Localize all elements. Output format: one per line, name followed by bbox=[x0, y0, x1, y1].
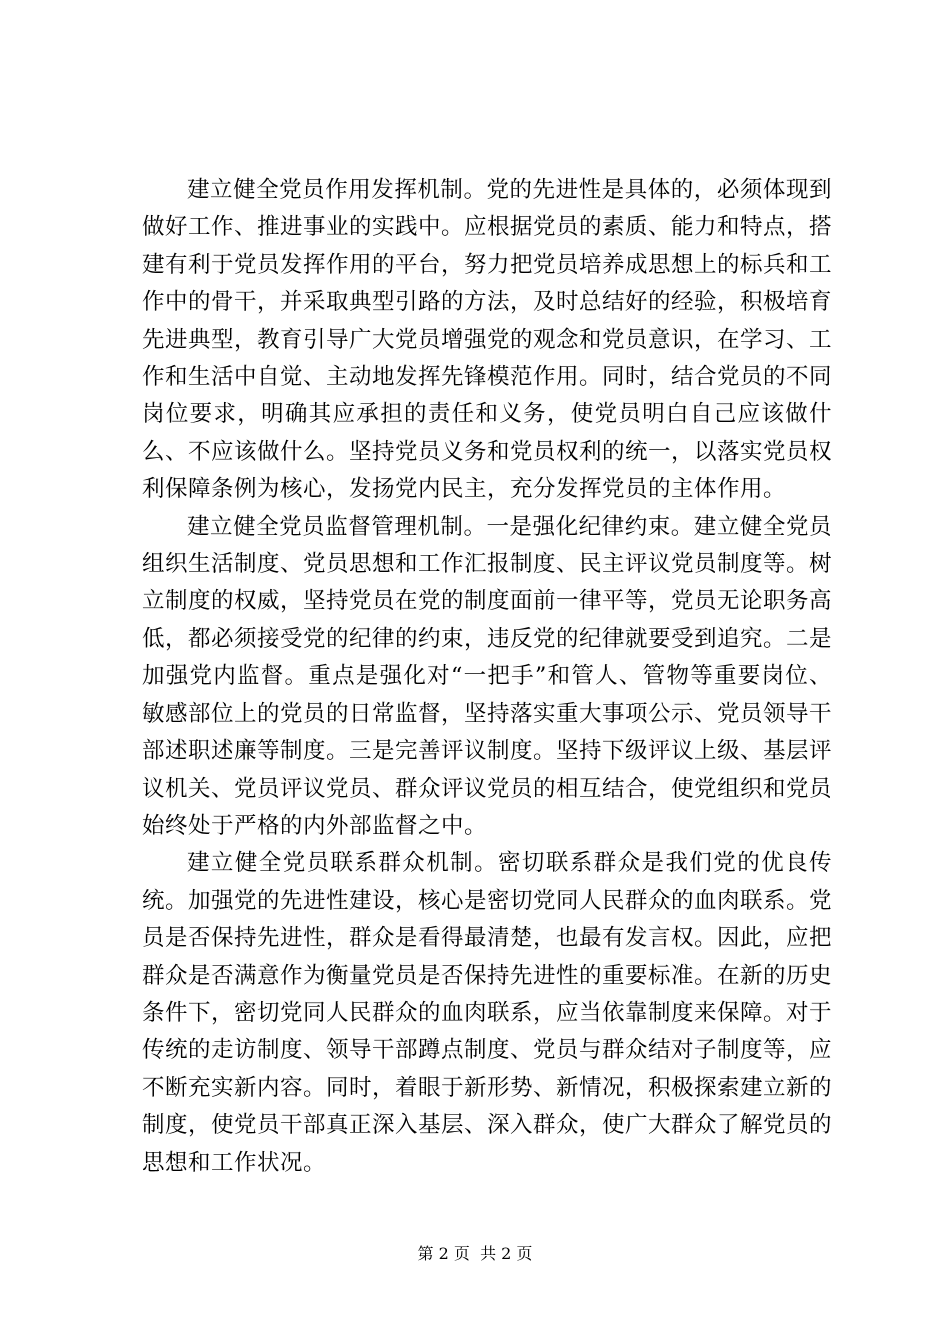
page-footer bbox=[0, 1244, 950, 1264]
document-body bbox=[142, 172, 832, 1182]
paragraph-party-member-mass-contact: 建立健全党员联系群众机制。密切联系群众是我们党的优良传统。加强党的先进性建设，核心是密切党同人民群众的血肉联系。党员是否保持先进性，群众是看得最清楚，也最有发言权。因此，应把群众是否满意作为衡量党员是否保持先进性的重要标准。在新的历史条件下，密切党同人民群众的血肉联系，应当依靠制度来保障。对于传统的走访制度、领导干部蹲点制度、党员与群众结对子制度等，应不断充实新内容。同时，着眼于新形势、新情况，积极探索建立新的制度，使党员干部真正深入基层、深入群众，使广大群众了解党员的思想和工作状况。 bbox=[142, 850, 833, 1176]
page-number-label: 第 2 页 共 2 页 bbox=[417, 1244, 533, 1263]
paragraph-party-member-supervision: 建立健全党员监督管理机制。一是强化纪律约束。建立健全党员组织生活制度、党员思想和工作汇报制度、民主评议党员制度等。树立制度的权威，坚持党员在党的制度面前一律平等，党员无论职务高低，都必须接受党的纪律的约束，违反党的纪律就要受到追究。二是加强党内监督。重点是强化对“一把手”和管人、管物等重要岗位、敏感部位上的党员的日常监督，坚持落实重大事项公示、党员领导干部述职述廉等制度。三是完善评议制度。坚持下级评议上级、基层评议机关、党员评议党员、群众评议党员的相互结合，使党组织和党员始终处于严格的内外部监督之中。 bbox=[142, 513, 833, 839]
paragraph-party-member-role: 建立健全党员作用发挥机制。党的先进性是具体的，必须体现到做好工作、推进事业的实践中。应根据党员的素质、能力和特点，搭建有利于党员发挥作用的平台，努力把党员培养成思想上的标兵和工作中的骨干，并采取典型引路的方法，及时总结好的经验，积极培育先进典型，教育引导广大党员增强党的观念和党员意识，在学习、工作和生活中自觉、主动地发挥先锋模范作用。同时，结合党员的不同岗位要求，明确其应承担的责任和义务，使党员明白自己应该做什么、不应该做什么。坚持党员义务和党员权利的统一，以落实党员权利保障条例为核心，发扬党内民主，充分发挥党员的主体作用。 bbox=[142, 177, 833, 503]
